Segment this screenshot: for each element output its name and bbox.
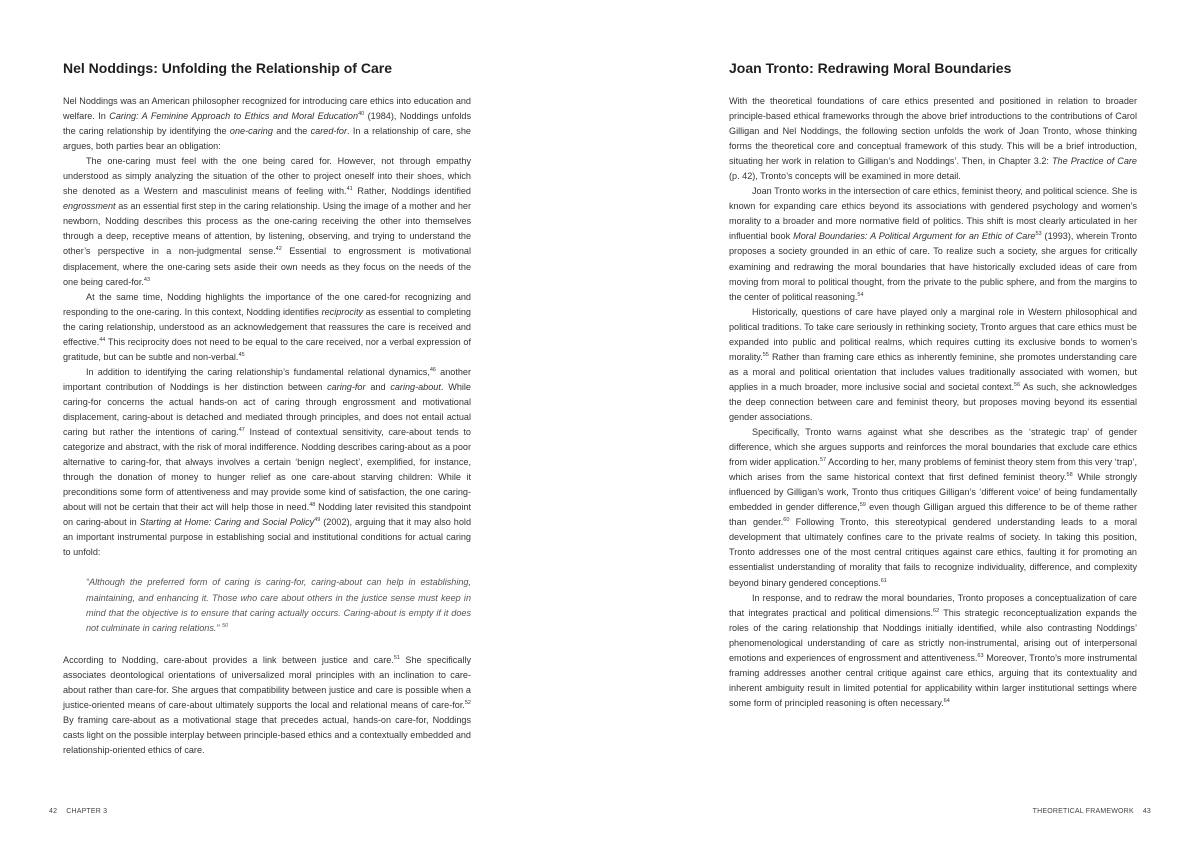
- paragraph: According to Nodding, care-about provides a link between justice and care.$^{51}$ She specifically associates deontological orientations of universalized moral principles with an inclination to care-about rather than care-for. She argues that compatibility between justice and care is possible when a justice-oriented means of care-about ultimately supports the local and relational means of care-for.$^{52}$ By framing care-about as a motivational stage that precedes actual, hands-on care-for, Noddings casts light on the possible interplay between principle-based ethics and a contextually embedded and relationship-oriented ethics of care.: [63, 654, 471, 755]
- right-page-body: [729, 94, 1137, 711]
- paragraph: In addition to identifying the caring relationship’s fundamental relational dynamics,$^{46}$ another important contribution of Noddings is her distinction between caring-for and caring-about. While caring-for concerns the actual hands-on act of caring through engrossment and motivational displacement, caring-about is detached and mediated through principles, and does not entail actual caring but rather the intentions of caring.$^{47}$ Instead of contextual sensitivity, care-about tends to categorize and abstract, with the risk of moral indifference. Nodding describes caring-about as a poor alternative to caring-for, that always involves a certain ‘benign neglect’, exemplified, for instance, through the donation of money to hunger relief as one care-about starving children: While it preconditions some form of attentiveness and may provide some kind of satisfaction, the one caring-about will not be certain that their act will help those in need.$^{48}$ Nodding later revisited this standpoint on caring-about in Starting at Home: Caring and Social Policy$^{49}$ (2002), arguing that it may also hold an important instrumental purpose in establishing social and institutional conditions for actual caring to unfold:: [63, 366, 471, 558]
- right-page-footer: [1033, 808, 1160, 815]
- block-quote: “Although the preferred form of caring is caring-for, caring-about can help in establishing, maintaining, and enhancing it. Those who care about others in the justice sense must keep in mind that the objective is to ensure that caring actually occurs. Caring-about is empty if it does not culminate in caring relations.” $^{50}$: [86, 577, 471, 633]
- right-page-heading: Joan Tronto: Redrawing Moral Boundaries: [729, 60, 1012, 76]
- left-page-heading: Nel Noddings: Unfolding the Relationship of Care: [63, 60, 392, 76]
- running-footer-label: THEORETICAL FRAMEWORK: [1032, 808, 1134, 815]
- paragraph: Historically, questions of care have played only a marginal role in Western philosophical and political traditions. To take care seriously in rethinking society, Tronto argues that care ethics must be expanded into public and political realms, which requires cutting its exclusive bonds to women’s morality.$^{55}$ Rather than framing care ethics as inherently feminine, she promotes understanding care as a moral and political orientation that includes values traditionally associated with women, but applies in a much broader, more inclusive social and societal context.$^{56}$ As such, she acknowledges the deep connection between care and feminist theory, but proposes moving beyond its essential gender associations.: [729, 306, 1137, 422]
- left-page-footer: [40, 808, 107, 815]
- paragraph: The one-caring must feel with the one being cared for. However, not through empathy understood as simply analyzing the situation of the other to project oneself into their shoes, which she denoted as a Western and masculinist means of feeling with.$^{41}$ Rather, Noddings identified engrossment as an essential first step in the caring relationship. Using the image of a mother and her newborn, Nodding describes this process as the one-caring receiving the other into themselves through a deep, receptive means of attention, by listening, observing, and trying to understand the other’s perspective in a non-judgmental sense.$^{42}$ Essential to engrossment is motivational displacement, where the one-caring sets aside their own needs as they focus on the needs of the one being cared-for.$^{43}$: [63, 156, 471, 287]
- paragraph: Joan Tronto works in the intersection of care ethics, feminist theory, and political science. She is known for expanding care ethics beyond its associations with gendered psychology and women’s morality to a broader and more normative field of politics. This shift is most clearly articulated in her influential book Moral Boundaries: A Political Argument for an Ethic of Care$^{53}$ (1993), wherein Tronto proposes a society grounded in an ethic of care. To realize such a society, she argues for critically examining and redrawing the moral boundaries that have historically excluded ideas of care from moving from moral to political thought, from the private to the public sphere, and from the margins to the center of political reasoning.$^{54}$: [729, 186, 1137, 302]
- paragraph: Nel Noddings was an American philosopher recognized for introducing care ethics into education and welfare. In Caring: A Feminine Approach to Ethics and Moral Education$^{40}$ (1984), Noddings unfolds the caring relationship by identifying the one-caring and the cared-for. In a relationship of care, she argues, both parties bear an obligation:: [63, 96, 472, 152]
- right-page: [600, 0, 1200, 849]
- running-footer-label: CHAPTER 3: [66, 808, 108, 815]
- page-number: 43: [1142, 808, 1151, 815]
- paragraph: Specifically, Tronto warns against what she describes as the ‘strategic trap’ of gender difference, which she argues supports and reinforces the moral boundaries that exclude care ethics from wider application.$^{57}$ According to her, many problems of feminist theory stem from this very ‘trap’, which arises from the same historical context that first defined feminist theory.$^{58}$ While strongly influenced by Gilligan’s work, Tronto thus critiques Gilligan’s ‘different voice’ of being fundamentally embedded in gender difference,$^{59}$ even though Gilligan argued this difference to be of theme rather than gender.$^{60}$ Following Tronto, this stereotypical gendered understanding leads to a moral development that ultimately confines care to the private realms of society. In taking this position, Tronto addresses one of the most central critiques against care ethics, faulting it for promoting an essentialist understanding of morality that fails to recognize individuality, difference, and complexity beyond binary gendered conceptions.$^{61}$: [729, 427, 1137, 588]
- paragraph: In response, and to redraw the moral boundaries, Tronto proposes a conceptualization of care that integrates practical and political dimensions.$^{62}$ This strategic reconceptualization expands the roles of the caring relationship that Noddings initially identified, while also contrasting Noddings’ phenomenological understanding of care as strictly non-instrumental, arising out of interpersonal emotions and experiences of engrossment and attentiveness.$^{63}$ Moreover, Tronto’s more instrumental framing addresses another central critique against care ethics, arguing that its contextuality and inherent ambiguity result in limited potential for applicability within larger institutional settings where some form of principled reasoning is often necessary.$^{64}$: [729, 592, 1137, 708]
- page-number: 42: [49, 808, 58, 815]
- paragraph: At the same time, Nodding highlights the importance of the one cared-for recognizing and responding to the one-caring. In this context, Nodding identifies reciprocity as essential to completing the caring relationship, understood as an acknowledgement that reassures the care is received and effective.$^{44}$ This reciprocity does not need to be equal to the care received, nor a verbal expression of gratitude, but can be subtle and non-verbal.$^{45}$: [63, 291, 471, 362]
- left-page-body: [63, 94, 471, 758]
- paragraph: With the theoretical foundations of care ethics presented and positioned in relation to broader principle-based ethical frameworks through the above brief introductions to the contributions of Carol Gilligan and Nel Noddings, the following section unfolds the work of Joan Tronto, whose thinking forms the theoretical core and conceptual framework of this study. This will be a brief introduction, situating her work in relation to Gilligan’s and Noddings’. Then, in Chapter 3.2: The Practice of Care (p. 42), Tronto’s concepts will be examined in more detail.: [729, 96, 1137, 182]
